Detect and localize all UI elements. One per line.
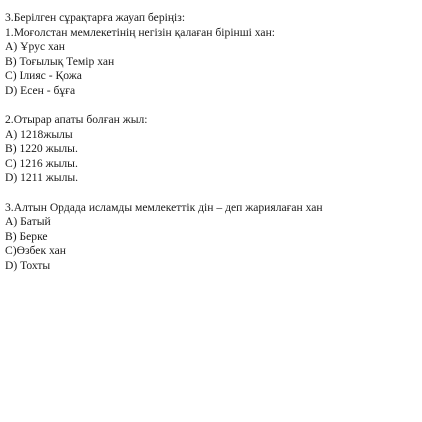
question-2-option-d: D) 1211 жылы. xyxy=(5,171,79,185)
question-3-option-a: А) Батый xyxy=(5,215,51,229)
spacer xyxy=(5,99,415,114)
question-1-text: 1.Моғолстан мемлекетінің негізін қалаған бірінші хан: xyxy=(5,25,276,39)
question-3-text: 3.Алтын Ордада исламды мемлекеттік дін – деп жариялаған хан xyxy=(5,200,323,214)
question-2-text: 2.Отырар апаты болған жыл: xyxy=(5,113,148,127)
question-2-option-c: С) 1216 жылы. xyxy=(5,156,78,170)
question-1-option-c: С) Ілияс - Қожа xyxy=(5,69,82,83)
question-3-option-c: С)Өзбек хан xyxy=(5,244,66,258)
question-block-1 xyxy=(5,26,415,99)
question-2-option-a: А) 1218жылы xyxy=(5,127,73,141)
task-header: 3.Берілген сұрақтарға жауап беріңіз: xyxy=(5,11,186,24)
spacer xyxy=(5,186,415,201)
question-3-option-d: D) Тохты xyxy=(5,258,51,272)
question-2-option-b: В) 1220 жылы. xyxy=(5,142,78,156)
question-block-3 xyxy=(5,201,415,274)
question-3-option-b: В) Берке xyxy=(5,229,48,243)
question-1-option-d: D) Есен - бұға xyxy=(5,83,76,97)
document-page xyxy=(5,11,415,274)
question-block-2 xyxy=(5,113,415,186)
question-1-option-b: В) Тоғылық Темір хан xyxy=(5,54,115,68)
question-1-option-a: А) Ұрус хан xyxy=(5,40,65,54)
